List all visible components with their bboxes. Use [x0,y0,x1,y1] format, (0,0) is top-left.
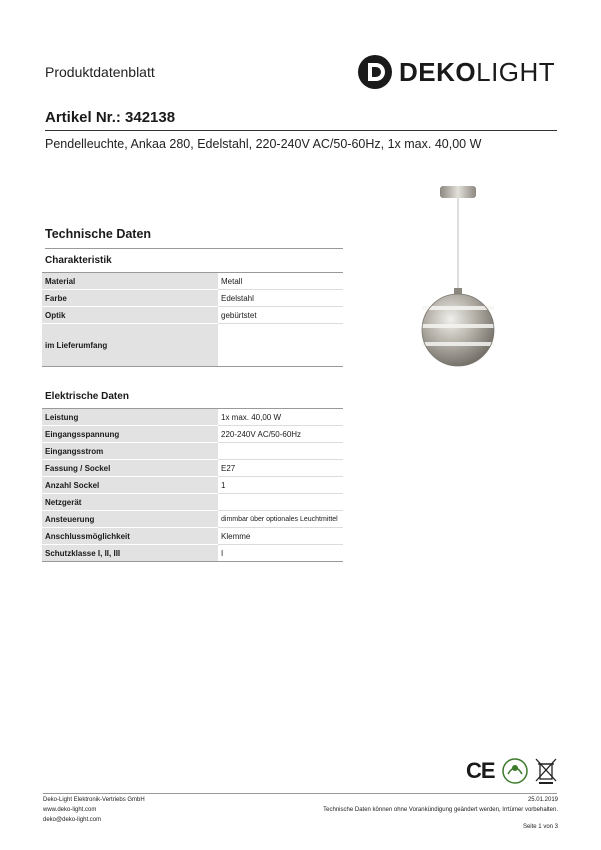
row-value: 1 [218,477,343,494]
electrical-table [42,408,343,562]
table-row [42,494,343,511]
row-value: Metall [218,273,343,290]
section-divider [45,248,343,249]
article-number: Artikel Nr.: 342138 [45,109,176,126]
row-key: Optik [42,307,218,324]
footer-email: deko@deko-light.com [43,817,102,823]
table-row [42,545,343,562]
row-key: Eingangsspannung [42,426,218,443]
product-image [418,180,498,380]
document-title: Produktdatenblatt [45,64,155,80]
row-key: Ansteuerung [42,511,218,528]
table-row [42,443,343,460]
row-value [218,324,343,367]
footer-disclaimer: Technische Daten können ohne Vorankündigung geändert werden, Irrtümer vorbehalten. [323,807,558,813]
row-value: Edelstahl [218,290,343,307]
row-value: gebürtstet [218,307,343,324]
row-key: Eingangsstrom [42,443,218,460]
row-key: Netzgerät [42,494,218,511]
table-row [42,426,343,443]
header-divider [45,130,557,131]
table-row [42,528,343,545]
certification-marks [466,757,557,785]
row-key: Anzahl Sockel [42,477,218,494]
footer-website: www.deko-light.com [43,807,97,813]
row-value: Klemme [218,528,343,545]
row-value [218,443,343,460]
table-row [42,409,343,426]
row-value: 220-240V AC/50-60Hz [218,426,343,443]
table-row [42,477,343,494]
table-row [42,307,343,324]
table-row [42,511,343,528]
ce-mark-icon: CE [466,758,495,783]
row-key: Material [42,273,218,290]
characteristics-heading: Charakteristik [45,255,112,266]
row-key: Farbe [42,290,218,307]
brand-logo [357,55,555,89]
page-number: Seite 1 von 3 [522,824,558,830]
table-row [42,273,343,290]
article-description: Pendelleuchte, Ankaa 280, Edelstahl, 220-240V AC/50-60Hz, 1x max. 40,00 W [45,137,482,151]
deko-logo-icon [357,54,393,90]
electrical-data-heading: Elektrische Daten [45,391,129,402]
table-row [42,290,343,307]
table-row [42,324,343,367]
row-key: Schutzklasse I, II, III [42,545,218,562]
energy-label-icon [501,757,529,785]
row-value [218,494,343,511]
row-key: Leistung [42,409,218,426]
row-key: im Lieferumfang [42,324,218,367]
row-value: 1x max. 40,00 W [218,409,343,426]
row-value: E27 [218,460,343,477]
footer-company: Deko-Light Elektronik-Vertriebs GmbH [43,797,145,803]
weee-bin-icon [535,758,557,784]
row-key: Fassung / Sockel [42,460,218,477]
footer-date: 25.01.2019 [527,797,558,803]
technical-data-heading: Technische Daten [45,227,152,241]
footer-divider [43,793,557,794]
characteristics-table [42,272,343,367]
row-value: dimmbar über optionales Leuchtmittel [218,511,343,528]
row-key: Anschlussmöglichkeit [42,528,218,545]
table-row [42,460,343,477]
logo-wordmark: DEKOLIGHT [399,57,556,87]
row-value: I [218,545,343,562]
